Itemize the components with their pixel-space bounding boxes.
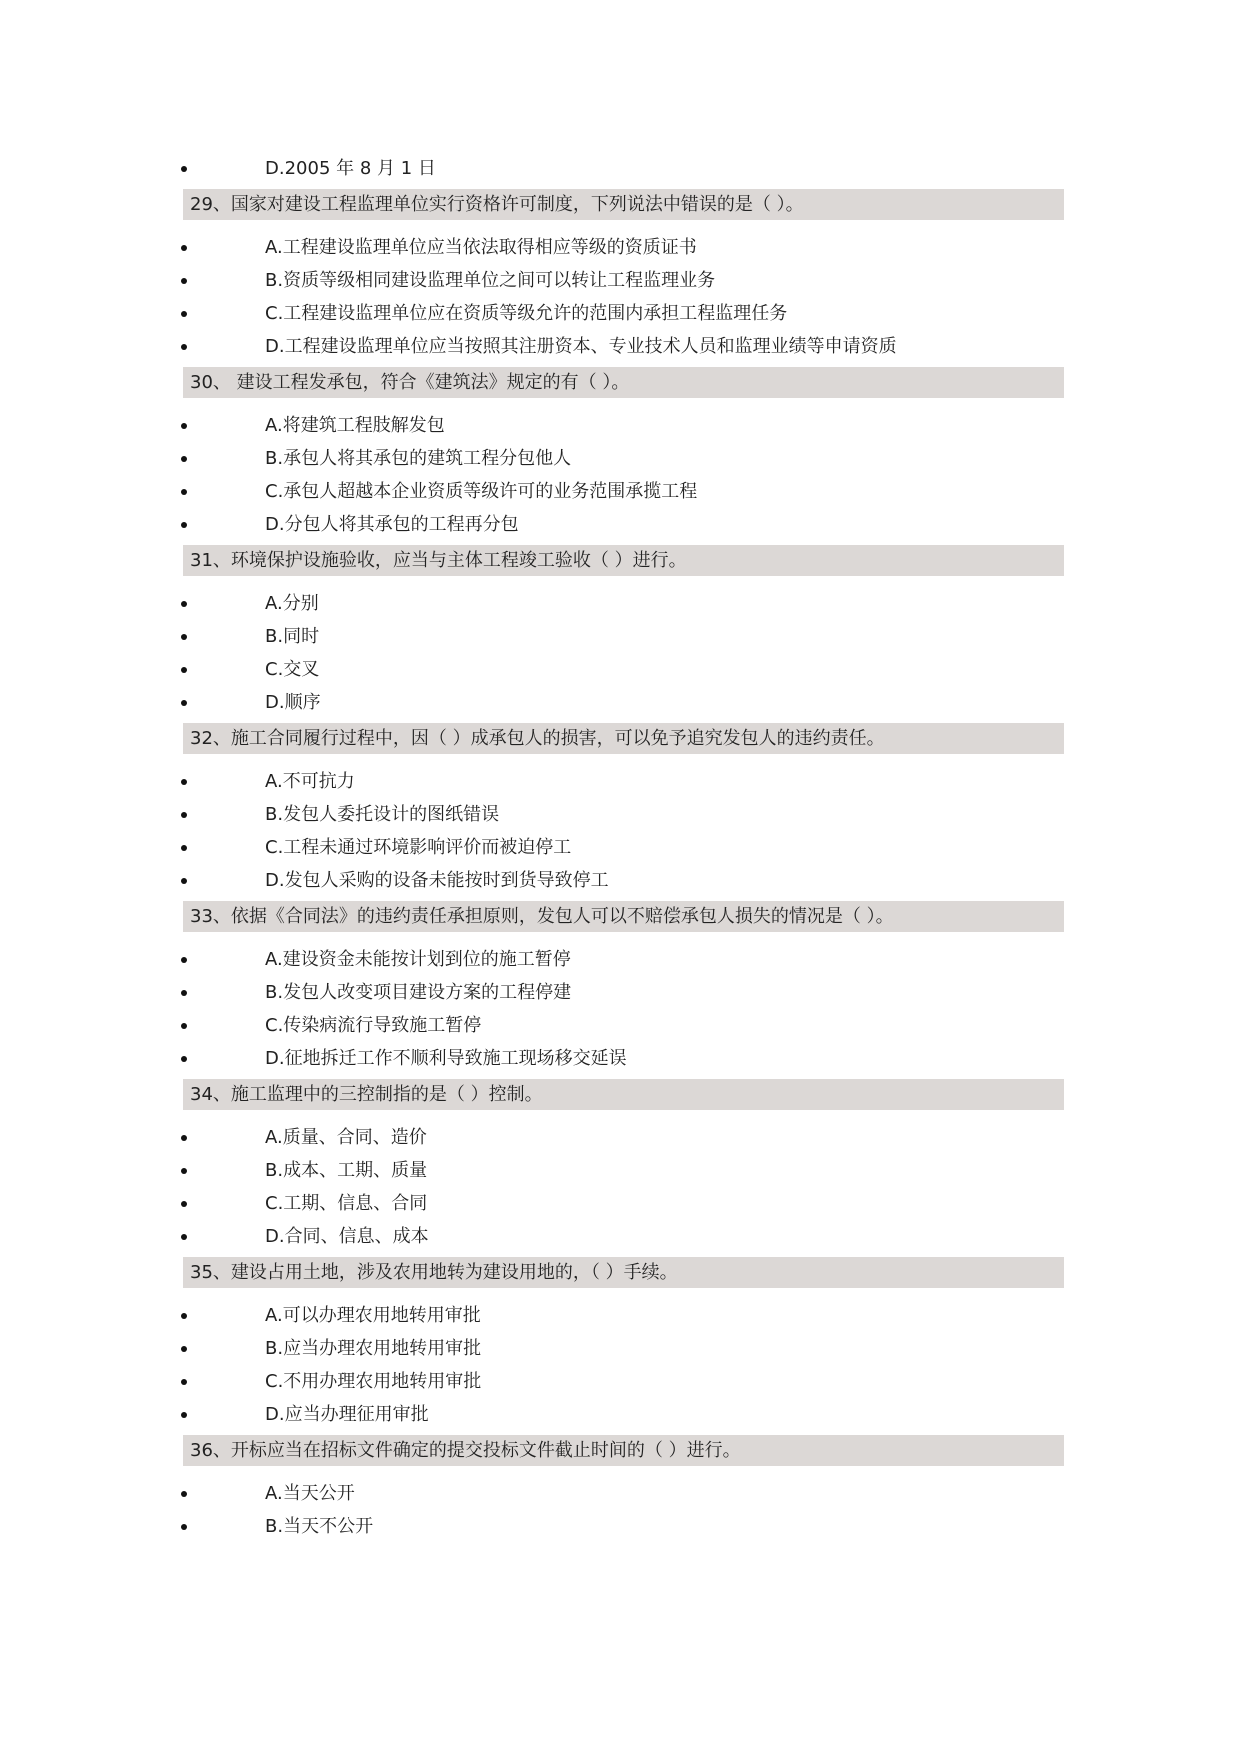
option-item — [0, 1187, 1241, 1220]
option-text: A.不可抗力 — [265, 771, 355, 792]
option-text: D.合同、信息、成本 — [265, 1226, 429, 1247]
option-item — [0, 508, 1241, 541]
option-text: C.交叉 — [265, 659, 320, 680]
question-text: 36、开标应当在招标文件确定的提交投标文件截止时间的（ ）进行。 — [190, 1440, 741, 1461]
option-text: B.成本、工期、质量 — [265, 1160, 428, 1181]
option-item — [0, 1220, 1241, 1253]
option-item — [0, 1121, 1241, 1154]
option-text: B.当天不公开 — [265, 1516, 374, 1537]
bullet-icon — [181, 1524, 187, 1530]
option-item — [0, 1042, 1241, 1075]
option-item — [0, 264, 1241, 297]
option-text: B.发包人改变项目建设方案的工程停建 — [265, 982, 572, 1003]
option-item — [0, 152, 1241, 185]
bullet-icon — [181, 812, 187, 818]
option-text: B.发包人委托设计的图纸错误 — [265, 804, 500, 825]
question-header — [183, 189, 1064, 220]
option-text: C.传染病流行导致施工暂停 — [265, 1015, 482, 1036]
option-item — [0, 620, 1241, 653]
bullet-icon — [181, 1168, 187, 1174]
bullet-icon — [181, 344, 187, 350]
bullet-icon — [181, 456, 187, 462]
bullet-icon — [181, 1056, 187, 1062]
option-item — [0, 686, 1241, 719]
question-header — [183, 367, 1064, 398]
question-list — [0, 152, 1241, 1543]
bullet-icon — [181, 1023, 187, 1029]
option-text: B.资质等级相同建设监理单位之间可以转让工程监理业务 — [265, 270, 716, 291]
question-header — [183, 723, 1064, 754]
bullet-icon — [181, 166, 187, 172]
bullet-icon — [181, 489, 187, 495]
option-item — [0, 943, 1241, 976]
bullet-icon — [181, 1313, 187, 1319]
question-text: 30、 建设工程发承包，符合《建筑法》规定的有（ ）。 — [190, 372, 630, 393]
option-text: C.工期、信息、合同 — [265, 1193, 428, 1214]
bullet-icon — [181, 878, 187, 884]
option-item — [0, 409, 1241, 442]
bullet-icon — [181, 423, 187, 429]
bullet-icon — [181, 779, 187, 785]
question-header — [183, 1257, 1064, 1288]
question-text: 32、施工合同履行过程中，因（ ）成承包人的损害，可以免予追究发包人的违约责任。 — [190, 728, 885, 749]
option-text: A.将建筑工程肢解发包 — [265, 415, 445, 436]
option-text: A.工程建设监理单位应当依法取得相应等级的资质证书 — [265, 237, 697, 258]
option-text: A.质量、合同、造价 — [265, 1127, 427, 1148]
option-text: D.发包人采购的设备未能按时到货导致停工 — [265, 870, 609, 891]
bullet-icon — [181, 700, 187, 706]
bullet-icon — [181, 990, 187, 996]
bullet-icon — [181, 522, 187, 528]
option-item — [0, 864, 1241, 897]
option-item — [0, 330, 1241, 363]
option-text: D.应当办理征用审批 — [265, 1404, 429, 1425]
bullet-icon — [181, 1234, 187, 1240]
bullet-icon — [181, 311, 187, 317]
bullet-icon — [181, 667, 187, 673]
option-item — [0, 976, 1241, 1009]
option-text: C.工程建设监理单位应在资质等级允许的范围内承担工程监理任务 — [265, 303, 788, 324]
option-item — [0, 831, 1241, 864]
option-item — [0, 442, 1241, 475]
option-text: D.2005 年 8 月 1 日 — [265, 158, 436, 179]
option-item — [0, 1332, 1241, 1365]
bullet-icon — [181, 601, 187, 607]
option-item — [0, 1365, 1241, 1398]
option-text: A.可以办理农用地转用审批 — [265, 1305, 481, 1326]
option-text: D.顺序 — [265, 692, 321, 713]
option-item — [0, 475, 1241, 508]
question-text: 31、环境保护设施验收，应当与主体工程竣工验收（ ）进行。 — [190, 550, 687, 571]
option-item — [0, 1477, 1241, 1510]
option-item — [0, 587, 1241, 620]
option-item — [0, 653, 1241, 686]
bullet-icon — [181, 1491, 187, 1497]
option-text: A.建设资金未能按计划到位的施工暂停 — [265, 949, 571, 970]
question-header — [183, 545, 1064, 576]
option-text: B.同时 — [265, 626, 320, 647]
question-header — [183, 901, 1064, 932]
option-item — [0, 1154, 1241, 1187]
option-text: D.分包人将其承包的工程再分包 — [265, 514, 519, 535]
bullet-icon — [181, 634, 187, 640]
option-text: B.承包人将其承包的建筑工程分包他人 — [265, 448, 572, 469]
option-text: A.分别 — [265, 593, 319, 614]
bullet-icon — [181, 1201, 187, 1207]
option-item — [0, 1299, 1241, 1332]
bullet-icon — [181, 1412, 187, 1418]
option-item — [0, 1398, 1241, 1431]
question-text: 33、依据《合同法》的违约责任承担原则，发包人可以不赔偿承包人损失的情况是（ ）。 — [190, 906, 894, 927]
question-text: 34、施工监理中的三控制指的是（ ）控制。 — [190, 1084, 543, 1105]
option-text: D.工程建设监理单位应当按照其注册资本、专业技术人员和监理业绩等申请资质 — [265, 336, 897, 357]
option-text: C.工程未通过环境影响评价而被迫停工 — [265, 837, 572, 858]
option-item — [0, 765, 1241, 798]
option-item — [0, 1510, 1241, 1543]
option-item — [0, 798, 1241, 831]
bullet-icon — [181, 957, 187, 963]
option-text: C.承包人超越本企业资质等级许可的业务范围承揽工程 — [265, 481, 698, 502]
question-text: 29、国家对建设工程监理单位实行资格许可制度，下列说法中错误的是（ ）。 — [190, 194, 804, 215]
option-item — [0, 1009, 1241, 1042]
option-text: D.征地拆迁工作不顺利导致施工现场移交延误 — [265, 1048, 627, 1069]
question-text: 35、建设占用土地，涉及农用地转为建设用地的，（ ）手续。 — [190, 1262, 678, 1283]
bullet-icon — [181, 1135, 187, 1141]
option-item — [0, 297, 1241, 330]
bullet-icon — [181, 245, 187, 251]
option-text: A.当天公开 — [265, 1483, 355, 1504]
bullet-icon — [181, 1346, 187, 1352]
option-text: B.应当办理农用地转用审批 — [265, 1338, 482, 1359]
option-item — [0, 231, 1241, 264]
option-text: C.不用办理农用地转用审批 — [265, 1371, 482, 1392]
question-header — [183, 1079, 1064, 1110]
question-header — [183, 1435, 1064, 1466]
bullet-icon — [181, 1379, 187, 1385]
bullet-icon — [181, 845, 187, 851]
bullet-icon — [181, 278, 187, 284]
